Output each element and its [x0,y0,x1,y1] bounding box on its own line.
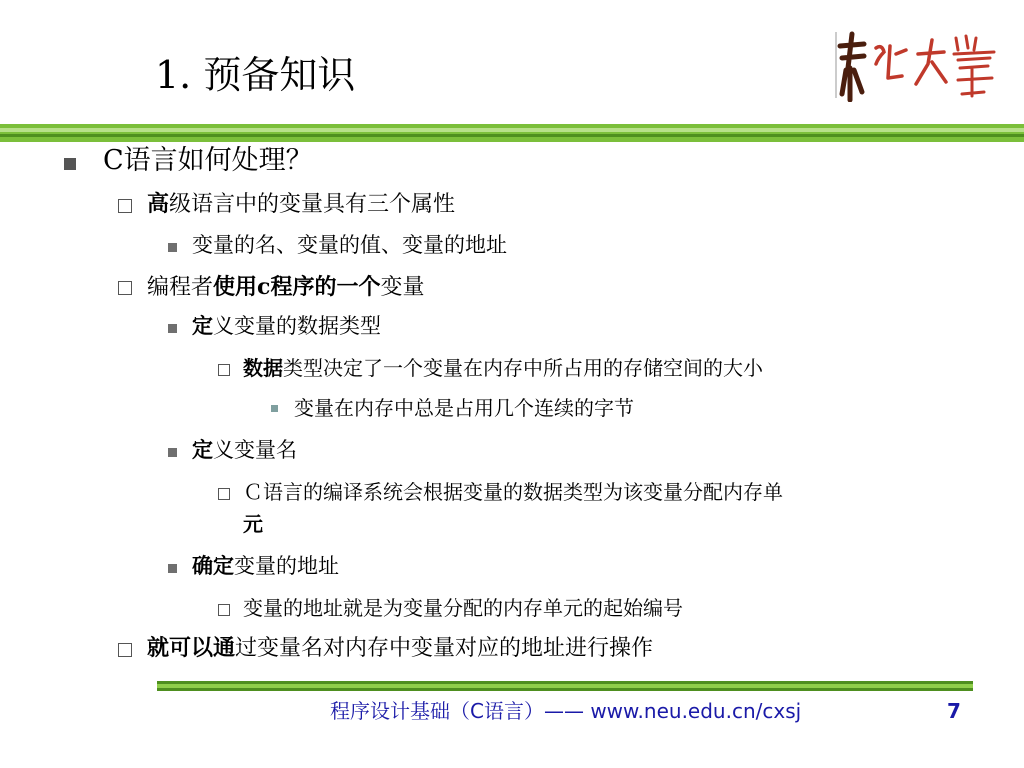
bullet-name-value-address: 变量的名、变量的值、变量的地址 [192,233,507,257]
bullet-compiler-allocates-cont: 元 [243,512,263,536]
bullet-square-icon [168,243,177,252]
bullet-square-icon [64,158,76,170]
bullet-define-variable-name [192,435,297,465]
bullet-square-icon [168,564,177,573]
text-bold: 定 [192,438,213,462]
question-text: 语言如何处理？ [123,145,313,176]
bullet-question [103,146,313,176]
slide-title: 1. 预备知识 [155,53,356,97]
bullet-hollow-icon [118,281,132,295]
text: 编程者 [147,275,214,300]
bullet-determine-address [192,551,339,581]
bullet-hollow-icon [218,604,230,616]
text-bold: 就可以通 [147,636,236,661]
text: 义变量的数据类型 [213,314,381,338]
text: 变量 [380,275,425,300]
bullet-square-icon [168,324,177,333]
bullet-hollow-icon [218,364,230,376]
text-bold: 高 [147,192,170,217]
bullet-continuous-bytes: 变量在内存中总是占用几个连续的字节 [294,396,634,420]
footer-divider [157,680,973,692]
text: 过变量名对内存中变量对应的地址进行操作 [235,636,654,661]
bullet-square-icon [271,405,278,412]
text-bold: 确定 [192,554,234,578]
text-bold: 程序的一个 [270,275,381,300]
bullet-square-icon [168,448,177,457]
bullet-type-determines-size [243,353,763,383]
bullet-compiler-allocates: Ｃ语言的编译系统会根据变量的数据类型为该变量分配内存单 [243,480,783,504]
bullet-operate-via-name [147,634,653,664]
bullet-hollow-icon [118,643,132,657]
bullet-hollow-icon [118,199,132,213]
university-logo [834,28,1006,102]
bullet-variable-attributes [147,190,455,220]
header-divider [0,124,1024,142]
question-prefix: C [103,145,124,176]
page-number: 7 [947,699,961,723]
text-c: c [257,274,271,300]
text: 类型决定了一个变量在内存中所占用的存储空间的大小 [283,356,763,380]
text-bold: 定 [192,314,213,338]
text-bold: 数据 [243,356,283,380]
bullet-define-data-type [192,311,381,341]
bullet-programmer-uses-variable [147,272,424,303]
text: 级语言中的变量具有三个属性 [169,192,456,217]
text: 义变量名 [213,438,297,462]
bullet-address-is-start: 变量的地址就是为变量分配的内存单元的起始编号 [243,596,683,620]
text: 变量的地址 [234,554,339,578]
footer-course-text: 程序设计基础（C语言）—— www.neu.edu.cn/cxsj [330,699,802,723]
bullet-hollow-icon [218,488,230,500]
text-bold: 使用 [213,275,258,300]
